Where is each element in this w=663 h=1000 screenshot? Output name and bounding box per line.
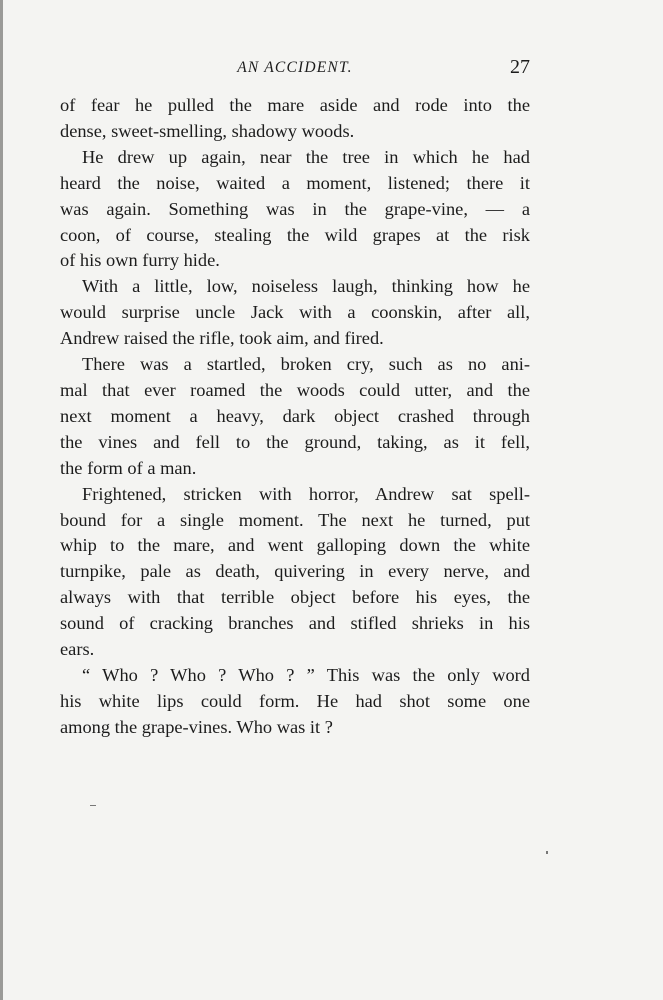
paragraph (60, 482, 530, 663)
text-line: whip to the mare, and went galloping down the white (60, 535, 530, 556)
page-header (60, 56, 530, 80)
text-line: the form of a man. (60, 457, 197, 478)
text-line: “ Who ? Who ? Who ? ” This was the only word (82, 664, 530, 685)
text-line: bound for a single moment. The next he turned, put (60, 509, 530, 530)
page-number: 27 (510, 56, 530, 78)
text-line: his white lips could form. He had shot some one (60, 690, 530, 711)
paragraph (60, 352, 530, 482)
text-line: Andrew raised the rifle, took aim, and fired. (60, 328, 384, 349)
text-line: ears. (60, 639, 95, 660)
paper-speck (546, 851, 548, 854)
text-line: mal that ever roamed the woods could utter, and the (60, 379, 530, 400)
text-line: of fear he pulled the mare aside and rode into the (60, 95, 530, 115)
text-line: He drew up again, near the tree in which he had (82, 146, 530, 167)
text-line: There was a startled, broken cry, such as no ani- (82, 354, 530, 375)
body-text (60, 93, 530, 741)
text-line: Frightened, stricken with horror, Andrew sat spell- (82, 483, 530, 504)
paragraph (60, 274, 530, 352)
paragraph (60, 93, 530, 145)
text-line: always with that terrible object before his eyes, the (60, 587, 530, 608)
paper-speck (90, 805, 96, 806)
paragraph (60, 145, 530, 275)
text-line: would surprise uncle Jack with a coonskin, after all, (60, 302, 530, 323)
text-line: turnpike, pale as death, quivering in every nerve, and (60, 561, 530, 582)
text-line: next moment a heavy, dark object crashed through (60, 405, 530, 426)
text-line: the vines and fell to the ground, taking, as it fell, (60, 431, 530, 452)
paragraph (60, 663, 530, 741)
text-line: sound of cracking branches and stifled shrieks in his (60, 613, 530, 634)
text-line: among the grape-vines. Who was it ? (60, 716, 333, 737)
text-line: was again. Something was in the grape-vine, — a (60, 198, 530, 219)
page-edge (0, 0, 3, 1000)
text-line: dense, sweet-smelling, shadowy woods. (60, 120, 355, 141)
text-line: With a little, low, noiseless laugh, thinking how he (82, 276, 530, 297)
running-head: AN ACCIDENT. (237, 59, 353, 76)
text-line: of his own furry hide. (60, 250, 220, 271)
text-line: heard the noise, waited a moment, listened; there it (60, 172, 530, 193)
text-line: coon, of course, stealing the wild grapes at the risk (60, 224, 530, 245)
